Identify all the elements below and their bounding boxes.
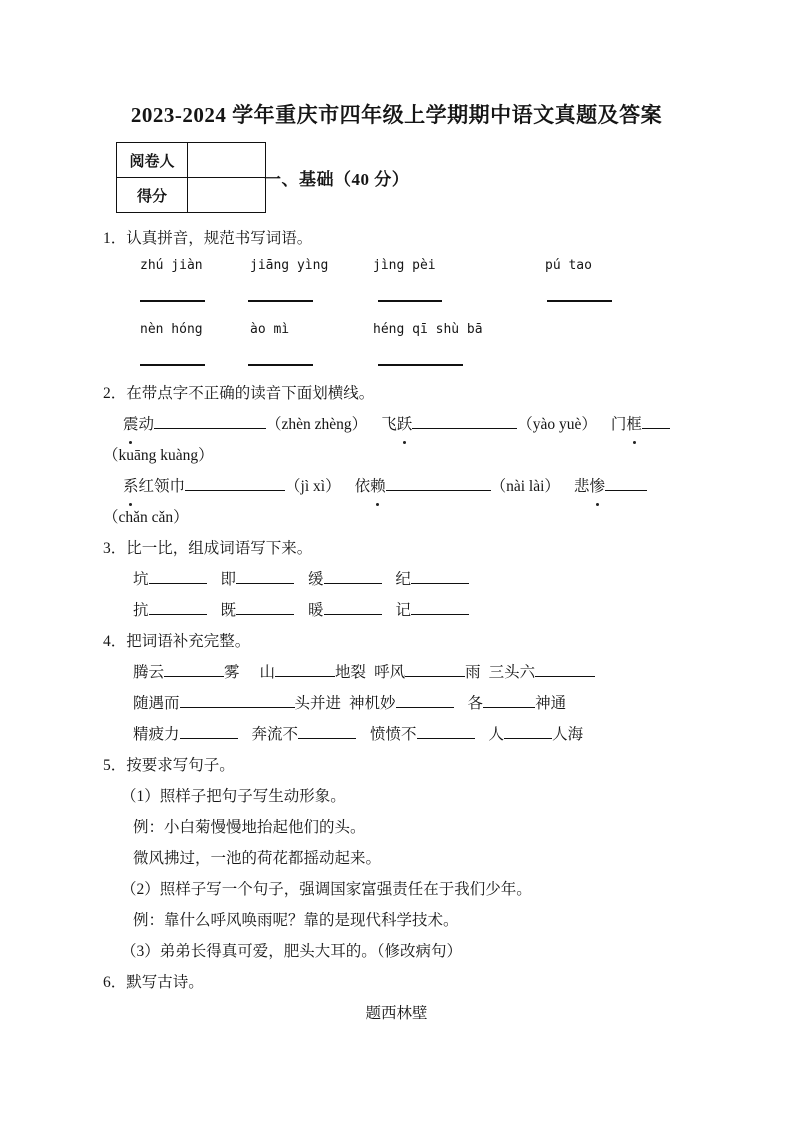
answer-blank: [154, 412, 266, 429]
answer-blank: [483, 691, 535, 708]
answer-blank: [149, 598, 207, 615]
reviewer-blank-cell: [188, 143, 266, 178]
question-4: [0, 626, 793, 750]
answer-blank: [396, 691, 454, 708]
question-6: [0, 967, 793, 1029]
word-text: 红领巾: [138, 478, 186, 495]
answer-blank: [164, 660, 224, 677]
question-5-example-1-answer: 微风拂过，一池的荷花都摇动起来。: [133, 850, 382, 867]
page-title: 2023-2024 学年重庆市四年级上学期期中语文真题及答案: [130, 103, 663, 127]
compare-char: 暖: [308, 602, 324, 619]
question-5: [0, 750, 793, 967]
question-2-line-2-cont: （chǎn cǎn）: [103, 509, 189, 526]
idiom-part: 神通: [535, 695, 567, 712]
compare-char: 缓: [308, 571, 324, 588]
compare-char: 记: [395, 602, 412, 619]
score-label: 得分: [117, 178, 188, 213]
idiom-part: 奔流不: [251, 726, 299, 743]
question-3: [0, 533, 793, 626]
answer-blank: [149, 567, 207, 584]
answer-blank: [378, 364, 463, 366]
reviewer-label: 阅卷人: [117, 143, 188, 178]
question-4-row-2: [133, 688, 793, 719]
word-text: 飞: [381, 416, 397, 433]
answer-blank: [140, 364, 205, 366]
idiom-part: 人海: [552, 726, 584, 743]
compare-char: 坑: [133, 571, 149, 588]
answer-blank: [642, 412, 670, 429]
idiom-part: 愤愤不: [370, 726, 417, 743]
answer-blank: [605, 474, 647, 491]
answer-blank: [411, 567, 469, 584]
idiom-part: 各: [467, 695, 484, 712]
dotted-char: 框: [626, 409, 642, 440]
answer-blank: [405, 660, 465, 677]
answer-blank: [140, 300, 205, 302]
question-2-line-1-cont: （kuāng kuàng）: [103, 447, 214, 464]
word-text: 动: [138, 416, 155, 433]
answer-blank: [248, 300, 313, 302]
dotted-char: 系: [123, 471, 139, 502]
answer-blank: [417, 722, 475, 739]
question-3-label: 3．比一比，组成词语写下来。: [103, 540, 313, 557]
score-blank-cell: [188, 178, 266, 213]
word-text: 悲: [573, 478, 590, 495]
pinyin-word: ào mì: [250, 322, 290, 337]
question-2: [0, 378, 793, 533]
question-2-line-1: [123, 409, 793, 440]
question-1: [0, 225, 793, 378]
idiom-part: 山: [259, 664, 276, 681]
question-3-row-1: [133, 564, 793, 595]
pinyin-options: （zhèn zhèng）: [266, 416, 368, 433]
answer-blank: [236, 567, 294, 584]
answer-blank: [248, 364, 313, 366]
idiom-part: 雨: [465, 664, 481, 681]
compare-char: 纪: [395, 571, 412, 588]
answer-blank: [504, 722, 552, 739]
answer-blank: [324, 567, 382, 584]
word-text: 门: [610, 416, 627, 433]
answer-blank: [547, 300, 612, 302]
section-heading: 一、基础（40 分）: [264, 170, 410, 189]
answer-blank: [298, 722, 356, 739]
answer-blank: [378, 300, 442, 302]
answer-blank: [236, 598, 294, 615]
grader-table: [116, 142, 266, 213]
answer-blank: [324, 598, 382, 615]
dotted-char: 惨: [589, 471, 605, 502]
idiom-part: 呼风: [374, 664, 406, 681]
answer-blank: [275, 660, 335, 677]
grader-table-row: [117, 178, 266, 213]
answer-blank: [180, 722, 238, 739]
idiom-part: 头并进: [294, 695, 342, 712]
pinyin-word: nèn hóng: [140, 322, 203, 337]
pinyin-options: （jì xì）: [285, 478, 341, 495]
question-4-row-1: [133, 657, 793, 688]
grader-table-row: [117, 143, 266, 178]
answer-blank: [185, 474, 285, 491]
pinyin-word: jìng pèi: [373, 258, 436, 273]
question-3-row-2: [133, 595, 793, 626]
poem-title: 题西林壁: [365, 1005, 428, 1022]
answer-blank: [412, 412, 517, 429]
question-4-row-3: [133, 719, 793, 750]
pinyin-options: （nài lài）: [490, 478, 560, 495]
answer-blank: [411, 598, 469, 615]
idiom-part: 精疲力: [133, 726, 180, 743]
idiom-part: 神机妙: [349, 695, 396, 712]
compare-char: 即: [220, 571, 237, 588]
pinyin-word: héng qī shù bā: [373, 322, 483, 337]
idiom-part: 地裂: [335, 664, 367, 681]
answer-blank: [180, 691, 295, 708]
dotted-char: 震: [123, 409, 139, 440]
question-5-example-1: 例：小白菊慢慢地抬起他们的头。: [133, 819, 366, 836]
compare-char: 既: [220, 602, 237, 619]
idiom-part: 人: [488, 726, 505, 743]
pinyin-word: pú tao: [545, 258, 592, 273]
pinyin-word: zhú jiàn: [140, 258, 203, 273]
dotted-char: 赖: [370, 471, 386, 502]
answer-blank: [535, 660, 595, 677]
question-5-sub-2: （2）照样子写一个句子，强调国家富强责任在于我们少年。: [121, 881, 532, 898]
idiom-part: 随遇而: [133, 695, 180, 712]
question-5-sub-1: （1）照样子把句子写生动形象。: [121, 788, 346, 805]
question-5-label: 5．按要求写句子。: [103, 757, 235, 774]
pinyin-word: jiāng yìng: [250, 258, 329, 273]
question-1-label: 1．认真拼音，规范书写词语。: [103, 230, 313, 247]
dotted-char: 跃: [397, 409, 413, 440]
compare-char: 抗: [133, 602, 149, 619]
idiom-part: 腾云: [133, 664, 165, 681]
question-5-sub-3: （3）弟弟长得真可爱，肥头大耳的。（修改病句）: [121, 943, 463, 960]
question-2-line-2: [123, 471, 793, 502]
idiom-part: 三头六: [488, 664, 536, 681]
question-6-label: 6．默写古诗。: [103, 974, 204, 991]
pinyin-options: （yào yuè）: [517, 416, 597, 433]
question-5-example-2: 例：靠什么呼风唤雨呢？靠的是现代科学技术。: [133, 912, 459, 929]
question-2-label: 2．在带点字不正确的读音下面划横线。: [103, 385, 375, 402]
question-1-pinyin-grid: [103, 256, 793, 378]
word-text: 依: [354, 478, 371, 495]
question-4-label: 4．把词语补充完整。: [103, 633, 251, 650]
answer-blank: [386, 474, 491, 491]
idiom-part: 雾: [224, 664, 240, 681]
grader-section: [116, 142, 793, 213]
